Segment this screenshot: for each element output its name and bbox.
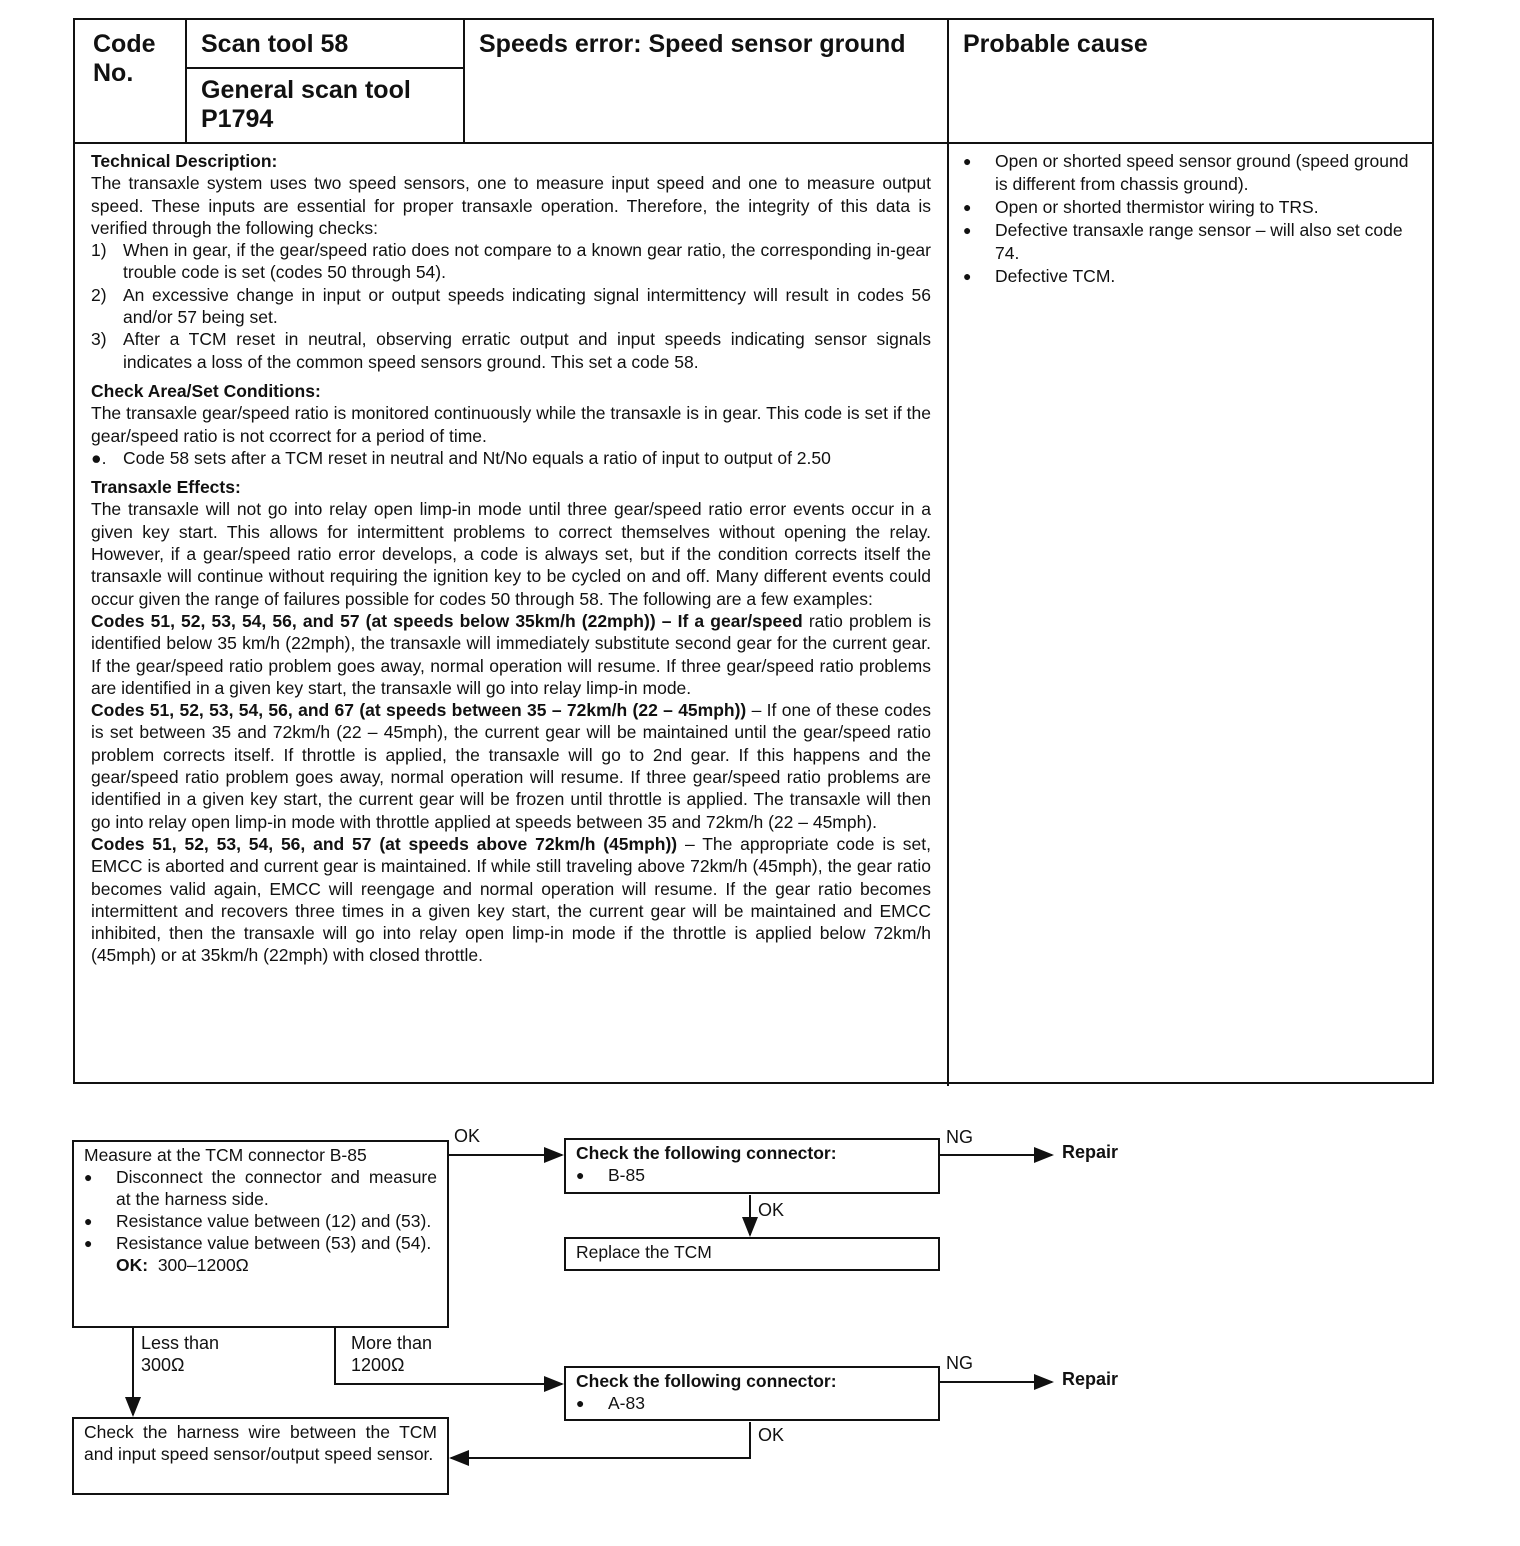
more-than-label: More than 1200Ω <box>351 1333 433 1375</box>
repair-label-a83: Repair <box>1062 1369 1119 1389</box>
ok-label-measure: OK <box>454 1126 481 1146</box>
measure-step-ok-value: OK: 300–1200Ω <box>116 1255 249 1275</box>
check-a83-bullet: ● A-83 <box>576 1393 645 1413</box>
check-item: 1) When in gear, if the gear/speed ratio does not compare to a known gear ratio, the corresponding in-gear trouble code is set (codes 50 through 54). <box>91 240 931 283</box>
check-b85-title: Check the following connector: <box>576 1143 837 1163</box>
cause-item: ● Defective transaxle range sensor – will also set code 74. <box>963 220 1403 263</box>
ok-label-b85: OK <box>758 1200 785 1220</box>
measure-step-bullet: ● Resistance value between (12) and (53). <box>84 1211 432 1231</box>
check-b85-bullet: ● B-85 <box>576 1165 645 1185</box>
measure-step-bullet: ● Resistance value between (53) and (54). <box>84 1233 432 1253</box>
check-item: 3) After a TCM reset in neutral, observing erratic output and input speeds indicating sensor signals indicates a loss of the common speed sensors ground. This set a code 58. <box>91 329 931 372</box>
check-a83-title: Check the following connector: <box>576 1371 837 1391</box>
transaxle-effects-heading: Transaxle Effects: <box>91 477 241 498</box>
technical-description-heading: Technical Description: <box>91 151 278 171</box>
effects-high-speed: Codes 51, 52, 53, 54, 56, and 57 (at speeds above 72km/h (45mph)) – The appropriate code is set, EMCC is aborted and current gear is maintained. If while still traveling above 72km/h (45mph), the gear ratio becomes valid again, EMCC will reengage and normal operation will resume. If the gear ratio becomes intermittent and recovers three times in a given key start, the current gear will be maintained and EMCC inhibited, then the transaxle will go into relay open limp-in mode if the throttle is applied below 72km/h (45mph) or at 35km/h (22mph) with closed throttle. <box>91 833 931 966</box>
ok-label-a83: OK <box>758 1425 785 1445</box>
repair-label-b85: Repair <box>1062 1142 1119 1162</box>
code-no-header: Code No. <box>93 30 156 87</box>
cause-item: ● Open or shorted thermistor wiring to TRS. <box>963 197 1319 217</box>
measure-step-title: Measure at the TCM connector B-85 <box>84 1145 367 1165</box>
ng-label-b85: NG <box>946 1127 973 1147</box>
check-a83-box <box>564 1366 940 1421</box>
check-b85-box <box>564 1138 940 1194</box>
measure-step-bullet: ● Disconnect the connector and measure at the harness side. <box>84 1167 437 1209</box>
check-area-heading: Check Area/Set Conditions: <box>91 380 321 401</box>
check-harness-box: Check the harness wire between the TCM and input speed sensor/output speed sensor. <box>72 1417 449 1495</box>
less-than-label: Less than 300Ω <box>141 1333 220 1375</box>
replace-tcm-box: Replace the TCM <box>564 1237 940 1271</box>
probable-cause-header: Probable cause <box>963 30 1148 58</box>
cause-item: ● Defective TCM. <box>963 266 1116 286</box>
scan-tool-header: Scan tool 58 <box>201 30 349 58</box>
check-area-text: The transaxle gear/speed ratio is monitored continuously while the transaxle is in gear. This code is set if the gear/speed ratio is not ccorrect for a period of time. <box>91 403 931 446</box>
transaxle-effects-intro: The transaxle will not go into relay open limp-in mode until three gear/speed ratio error events occur in a given key start. This allows for intermittent problems to correct themselves without opening the relay. However, if a gear/speed ratio error develops, a code is always set, but if the condition corrects itself the transaxle will continue without requiring the ignition key to be cycled on and off. Many different events could occur given the range of failures possible for codes 50 through 58. The following are a few examples: <box>91 499 931 609</box>
arrow-a83-to-harness <box>451 1422 750 1458</box>
measure-step-box <box>72 1140 449 1328</box>
effects-low-speed: Codes 51, 52, 53, 54, 56, and 57 (at speeds below 35km/h (22mph)) – If a gear/speed ratio problem is identified below 35 km/h (22mph), the transaxle will immediately substitute second gear for the current gear. If the gear/speed ratio problem goes away, normal operation will resume. If three gear/speed ratio problems are identified in a given key start, the transaxle will go into relay limp-in mode. <box>91 610 931 698</box>
cause-item: ● Open or shorted speed sensor ground (speed ground is different from chassis ground). <box>963 151 1409 194</box>
general-scan-tool-header: General scan tool P1794 <box>201 76 411 133</box>
ng-label-a83: NG <box>946 1353 973 1373</box>
check-area-bullet: ●. Code 58 sets after a TCM reset in neutral and Nt/No equals a ratio of input to output of 2.50 <box>91 447 831 468</box>
fault-title: Speeds error: Speed sensor ground <box>479 30 906 58</box>
technical-description-text: The transaxle system uses two speed sensors, one to measure input speed and one to measure output speed. These inputs are essential for proper transaxle operation. Therefore, the integrity of this data is verified through the following checks: <box>91 173 931 238</box>
effects-mid-speed: Codes 51, 52, 53, 54, 56, and 67 (at speeds between 35 – 72km/h (22 – 45mph)) – If one of these codes is set between 35 and 72km/h (22 – 45mph), the current gear will be maintained until the gear/speed ratio problem corrects itself. If throttle is applied, the transaxle will go to 2nd gear. If this happens and the gear/speed ratio problem goes away, normal operation will resume. If three gear/speed ratio problems are identified in a given key start, the current gear will be frozen until throttle is applied. The transaxle will then go into relay open limp-in mode with throttle applied at speeds between 35 and 72km/h (22 – 45mph). <box>91 700 931 832</box>
check-item: 2) An excessive change in input or output speeds indicating signal intermittency will result in codes 56 and/or 57 being set. <box>91 284 931 328</box>
